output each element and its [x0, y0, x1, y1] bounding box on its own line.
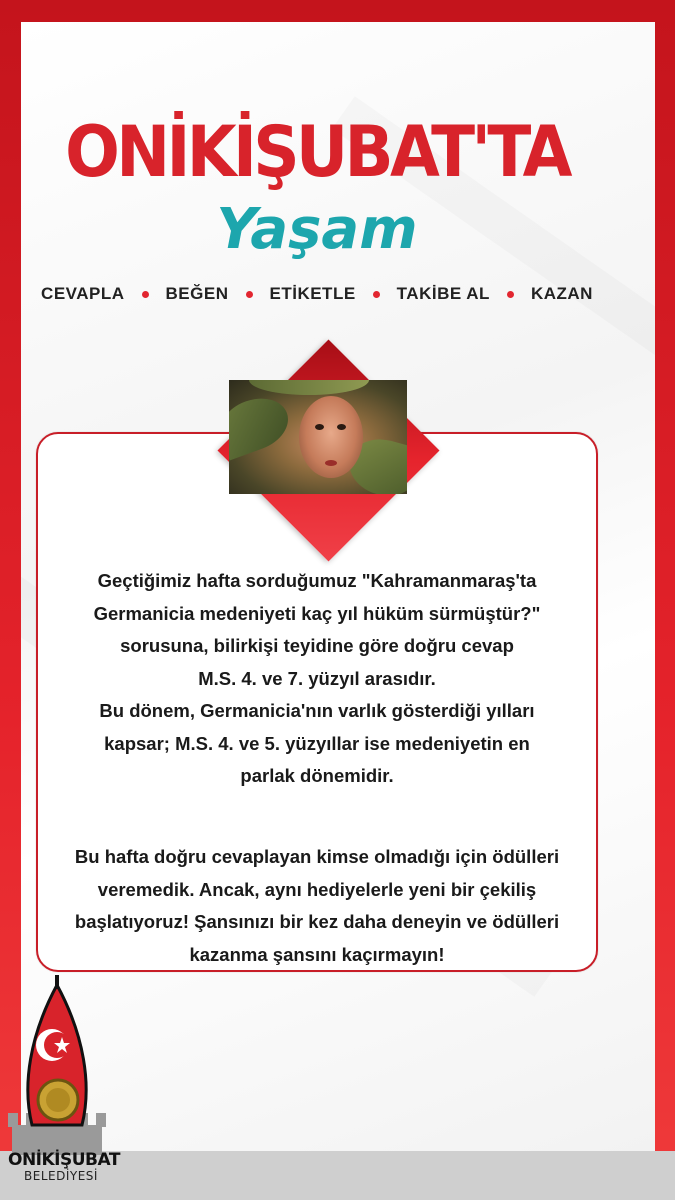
text-line: Bu hafta doğru cevaplayan kimse olmadığı için ödülleri — [74, 846, 560, 867]
text-line: parlak dönemidir. — [240, 765, 394, 786]
tag-kazan: KAZAN — [530, 284, 593, 303]
page-subtitle: Yaşam — [216, 197, 418, 262]
bullet-icon — [507, 291, 514, 298]
logo-name: ONİKİŞUBAT — [8, 1150, 120, 1170]
bullet-icon — [142, 291, 149, 298]
bullet-icon — [373, 291, 380, 298]
text-line: başlatıyoruz! Şansınızı bir kez daha deneyin ve ödülleri — [74, 911, 560, 932]
text-line: Germanicia medeniyeti kaç yıl hüküm sürmüştür?" — [93, 602, 541, 624]
answer-paragraph — [44, 565, 590, 793]
logo-subtitle: BELEDİYESİ — [24, 1169, 98, 1183]
tag-begen: BEĞEN — [165, 284, 229, 303]
tag-cevapla: CEVAPLA — [41, 284, 125, 303]
text-line: Geçtiğimiz hafta sorduğumuz "Kahramanmaraş'ta — [97, 570, 537, 591]
text-line: kapsar; M.S. 4. ve 5. yüzyıllar ise medeniyetin en — [104, 732, 530, 754]
text-line: sorusuna, bilirkişi teyidine göre doğru cevap — [120, 635, 514, 656]
tag-row — [0, 284, 634, 304]
tag-etiketle: ETİKETLE — [269, 284, 356, 303]
mosaic-image — [229, 380, 407, 494]
text-line: veremedik. Ancak, aynı hediyelerle yeni bir çekiliş — [97, 878, 537, 900]
page-title: ONİKİŞUBAT'TA — [65, 111, 569, 193]
tag-takibe-al: TAKİBE AL — [396, 284, 490, 303]
text-line: M.S. 4. ve 7. yüzyıl arasıdır. — [198, 667, 436, 689]
announcement-paragraph — [44, 841, 590, 971]
bullet-icon — [246, 291, 253, 298]
text-line: kazanma şansını kaçırmayın! — [189, 943, 445, 965]
text-line: Bu dönem, Germanicia'nın varlık gösterdiği yılları — [99, 700, 535, 721]
